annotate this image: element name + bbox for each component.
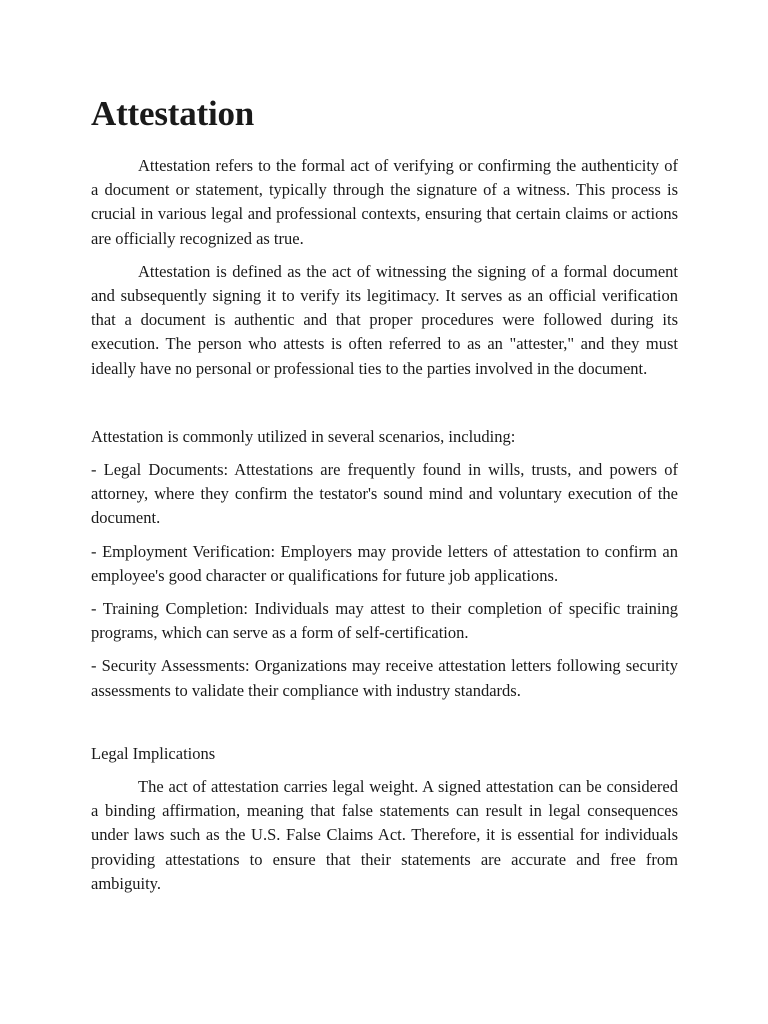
spacer <box>91 390 678 425</box>
scenario-item-security-assessments: - Security Assessments: Organizations may receive attestation letters following security assessments to validate their compliance with industry standards. <box>91 656 678 700</box>
scenario-item-employment-verification: - Employment Verification: Employers may provide letters of attestation to confirm an employee's good character or qualifications for future job applications. <box>91 541 678 585</box>
spacer <box>91 712 678 742</box>
document-title: Attestation <box>91 94 255 133</box>
legal-implications-paragraph: The act of attestation carries legal weight. A signed attestation can be considered a binding affirmation, meaning that false statements can result in legal consequences under laws such as the U.S. False Claims Act. Therefore, it is essential for individuals providing attestations to ensure that their statements are accurate and free from ambiguity. <box>91 777 678 893</box>
intro-paragraph-2: Attestation is defined as the act of witnessing the signing of a formal document and subsequently signing it to verify its legitimacy. It serves as an official verification that a document is authentic and that proper procedures were followed during its execution. The person who attests is often referred to as an "attester," and they must ideally have no personal or professional ties to the parties involved in the document. <box>91 261 678 378</box>
intro-paragraph-1: Attestation refers to the formal act of verifying or confirming the authenticity of a document or statement, typically through the signature of a witness. This process is crucial in various legal and professional contexts, ensuring that certain claims or actions are officially recognized as true. <box>91 156 678 248</box>
scenario-item-legal-documents: - Legal Documents: Attestations are frequently found in wills, trusts, and powers of attorney, where they confirm the testator's sound mind and voluntary execution of the document. <box>91 460 678 528</box>
scenario-item-training-completion: - Training Completion: Individuals may attest to their completion of specific training programs, which can serve as a form of self-certification. <box>91 599 678 643</box>
scenarios-lead: Attestation is commonly utilized in several scenarios, including: <box>91 426 516 446</box>
legal-implications-heading: Legal Implications <box>91 743 216 763</box>
document-page <box>91 90 678 905</box>
